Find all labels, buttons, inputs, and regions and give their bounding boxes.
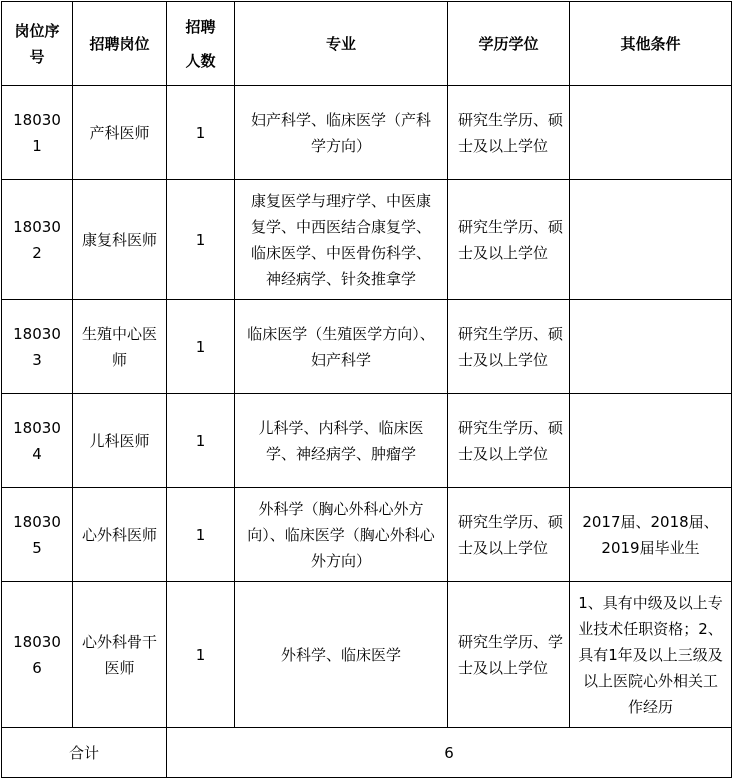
degree-cell: 研究生学历、硕士及以上学位 [448, 180, 570, 300]
recruitment-table [1, 1, 732, 778]
header-row [2, 2, 732, 86]
other-cell [570, 180, 732, 300]
total-label: 合计 [2, 728, 167, 778]
degree-cell: 研究生学历、硕士及以上学位 [448, 394, 570, 488]
post-name-cell: 生殖中心医师 [73, 300, 167, 394]
count-cell: 1 [167, 394, 235, 488]
total-value: 6 [167, 728, 732, 778]
major-cell: 外科学、临床医学 [235, 582, 448, 728]
post-id-cell: 180303 [2, 300, 73, 394]
post-name-cell: 产科医师 [73, 86, 167, 180]
count-cell: 1 [167, 86, 235, 180]
post-id-cell: 180304 [2, 394, 73, 488]
header-major: 专业 [235, 2, 448, 86]
post-id-cell: 180302 [2, 180, 73, 300]
header-post-name: 招聘岗位 [73, 2, 167, 86]
header-post-id: 岗位序号 [2, 2, 73, 86]
degree-cell: 研究生学历、硕士及以上学位 [448, 300, 570, 394]
post-id-cell: 180305 [2, 488, 73, 582]
other-cell [570, 394, 732, 488]
other-cell: 1、具有中级及以上专业技术任职资格；2、具有1年及以上三级及以上医院心外相关工作经历 [570, 582, 732, 728]
major-cell: 妇产科学、临床医学（产科学方向） [235, 86, 448, 180]
major-cell: 外科学（胸心外科心外方向）、临床医学（胸心外科心外方向） [235, 488, 448, 582]
degree-cell: 研究生学历、硕士及以上学位 [448, 86, 570, 180]
total-row [2, 728, 732, 778]
count-cell: 1 [167, 488, 235, 582]
degree-cell: 研究生学历、学士及以上学位 [448, 582, 570, 728]
count-cell: 1 [167, 180, 235, 300]
other-cell [570, 86, 732, 180]
table-row [2, 86, 732, 180]
post-name-cell: 心外科医师 [73, 488, 167, 582]
header-degree: 学历学位 [448, 2, 570, 86]
header-count: 招聘人数 [167, 2, 235, 86]
other-cell: 2017届、2018届、2019届毕业生 [570, 488, 732, 582]
post-name-cell: 心外科骨干医师 [73, 582, 167, 728]
table-row [2, 582, 732, 728]
major-cell: 儿科学、内科学、临床医学、神经病学、肿瘤学 [235, 394, 448, 488]
major-cell: 康复医学与理疗学、中医康复学、中西医结合康复学、临床医学、中医骨伤科学、神经病学、针灸推拿学 [235, 180, 448, 300]
other-cell [570, 300, 732, 394]
post-name-cell: 康复科医师 [73, 180, 167, 300]
table-row [2, 394, 732, 488]
major-cell: 临床医学（生殖医学方向）、妇产科学 [235, 300, 448, 394]
post-id-cell: 180306 [2, 582, 73, 728]
post-id-cell: 180301 [2, 86, 73, 180]
table-row [2, 488, 732, 582]
post-name-cell: 儿科医师 [73, 394, 167, 488]
header-other: 其他条件 [570, 2, 732, 86]
table-row [2, 300, 732, 394]
degree-cell: 研究生学历、硕士及以上学位 [448, 488, 570, 582]
count-cell: 1 [167, 582, 235, 728]
table-row [2, 180, 732, 300]
count-cell: 1 [167, 300, 235, 394]
